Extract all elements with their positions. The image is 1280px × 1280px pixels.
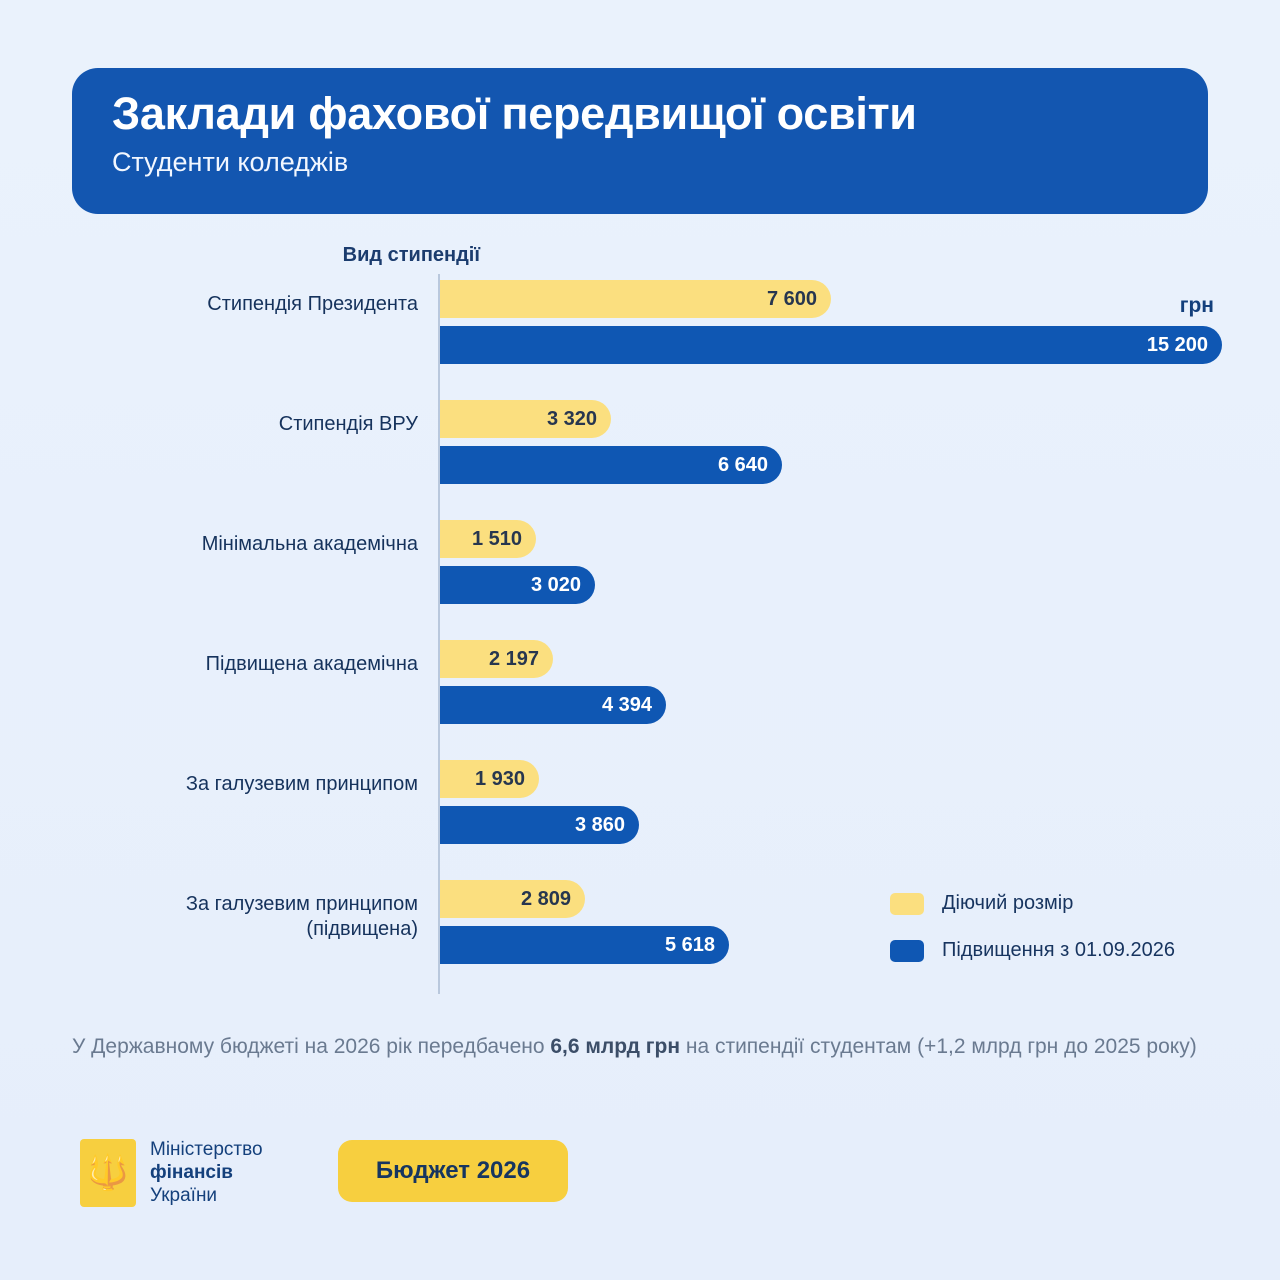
chart-row-bars	[440, 514, 1222, 634]
budget-2026-button[interactable]: Бюджет 2026	[338, 1140, 568, 1202]
bar-current	[440, 520, 536, 558]
bar-value-label: 5 618	[664, 933, 715, 956]
legend-swatch-raised-icon	[890, 940, 924, 962]
chart-row-label: Стипендія Президента	[207, 293, 418, 315]
bar-current	[440, 760, 539, 798]
bar-value-label: 1 930	[474, 767, 525, 790]
bar-value-label: 7 600	[766, 287, 817, 310]
chart-row-bars	[440, 754, 1222, 874]
bar-raised	[440, 326, 1222, 364]
footnote-highlight: 6,6 млрд грн	[550, 1035, 681, 1058]
bar-value-label: 6 640	[717, 453, 768, 476]
footnote-part2: на стипендії студентам (+1,2 млрд грн до 2025 року)	[680, 1035, 1197, 1058]
logo-line-1: Міністерство	[150, 1139, 263, 1160]
bar-raised	[440, 926, 729, 964]
chart-row-bars	[440, 394, 1222, 514]
chart-legend	[890, 892, 1280, 986]
footer	[72, 1130, 1202, 1230]
page-subtitle: Студенти коледжів	[112, 146, 349, 177]
bar-value-label: 3 020	[530, 573, 581, 596]
chart-row-label: Мінімальна академічна	[201, 533, 418, 555]
legend-swatch-current-icon	[890, 893, 924, 915]
bar-chart	[72, 232, 1222, 1022]
legend-item-current	[890, 892, 1280, 915]
chart-unit-label: грн	[1179, 294, 1214, 317]
bar-value-label: 2 197	[488, 647, 539, 670]
logo-line-3: України	[150, 1185, 218, 1207]
chart-rows	[72, 274, 1222, 994]
bar-current	[440, 640, 553, 678]
chart-row	[72, 754, 1222, 874]
footnote-part1: У Державному бюджеті на 2026 рік передбачено	[72, 1035, 551, 1058]
bar-value-label: 1 510	[471, 527, 522, 550]
chart-row-bars	[440, 274, 1222, 394]
chart-column-header: Вид стипендії	[342, 244, 480, 266]
bar-value-label: 2 809	[520, 887, 571, 910]
logo-line-2: фінансів	[150, 1162, 233, 1184]
legend-label-raised: Підвищення з 01.09.2026	[942, 939, 1175, 961]
bar-current	[440, 880, 585, 918]
chart-row-label: За галузевим принципом	[185, 773, 418, 795]
chart-row-label: Стипендія ВРУ	[278, 413, 418, 435]
bar-value-label: 3 860	[574, 813, 625, 836]
page-title: Заклади фахової передвищої освіти	[112, 88, 917, 139]
bar-value-label: 4 394	[601, 693, 652, 716]
ministry-logo	[80, 1138, 263, 1208]
bar-value-label: 15 200	[1146, 333, 1208, 356]
legend-label-current: Діючий розмір	[942, 892, 1074, 914]
bar-current	[440, 280, 831, 318]
chart-row-label: Підвищена академічна	[205, 653, 418, 675]
chart-row-bars	[440, 634, 1222, 754]
bar-value-label: 3 320	[546, 407, 597, 430]
chart-row	[72, 274, 1222, 394]
bar-raised	[440, 446, 782, 484]
chart-row	[72, 514, 1222, 634]
tryzub-icon: 🔱	[80, 1139, 136, 1207]
header-banner	[72, 68, 1208, 214]
ministry-logo-text	[150, 1138, 263, 1208]
legend-item-raised	[890, 939, 1280, 962]
bar-raised	[440, 566, 595, 604]
footnote	[72, 1032, 1202, 1062]
bar-raised	[440, 806, 639, 844]
bar-current	[440, 400, 611, 438]
bar-raised	[440, 686, 666, 724]
chart-row	[72, 394, 1222, 514]
chart-row	[72, 634, 1222, 754]
chart-row-label: За галузевим принципом (підвищена)	[185, 893, 418, 940]
